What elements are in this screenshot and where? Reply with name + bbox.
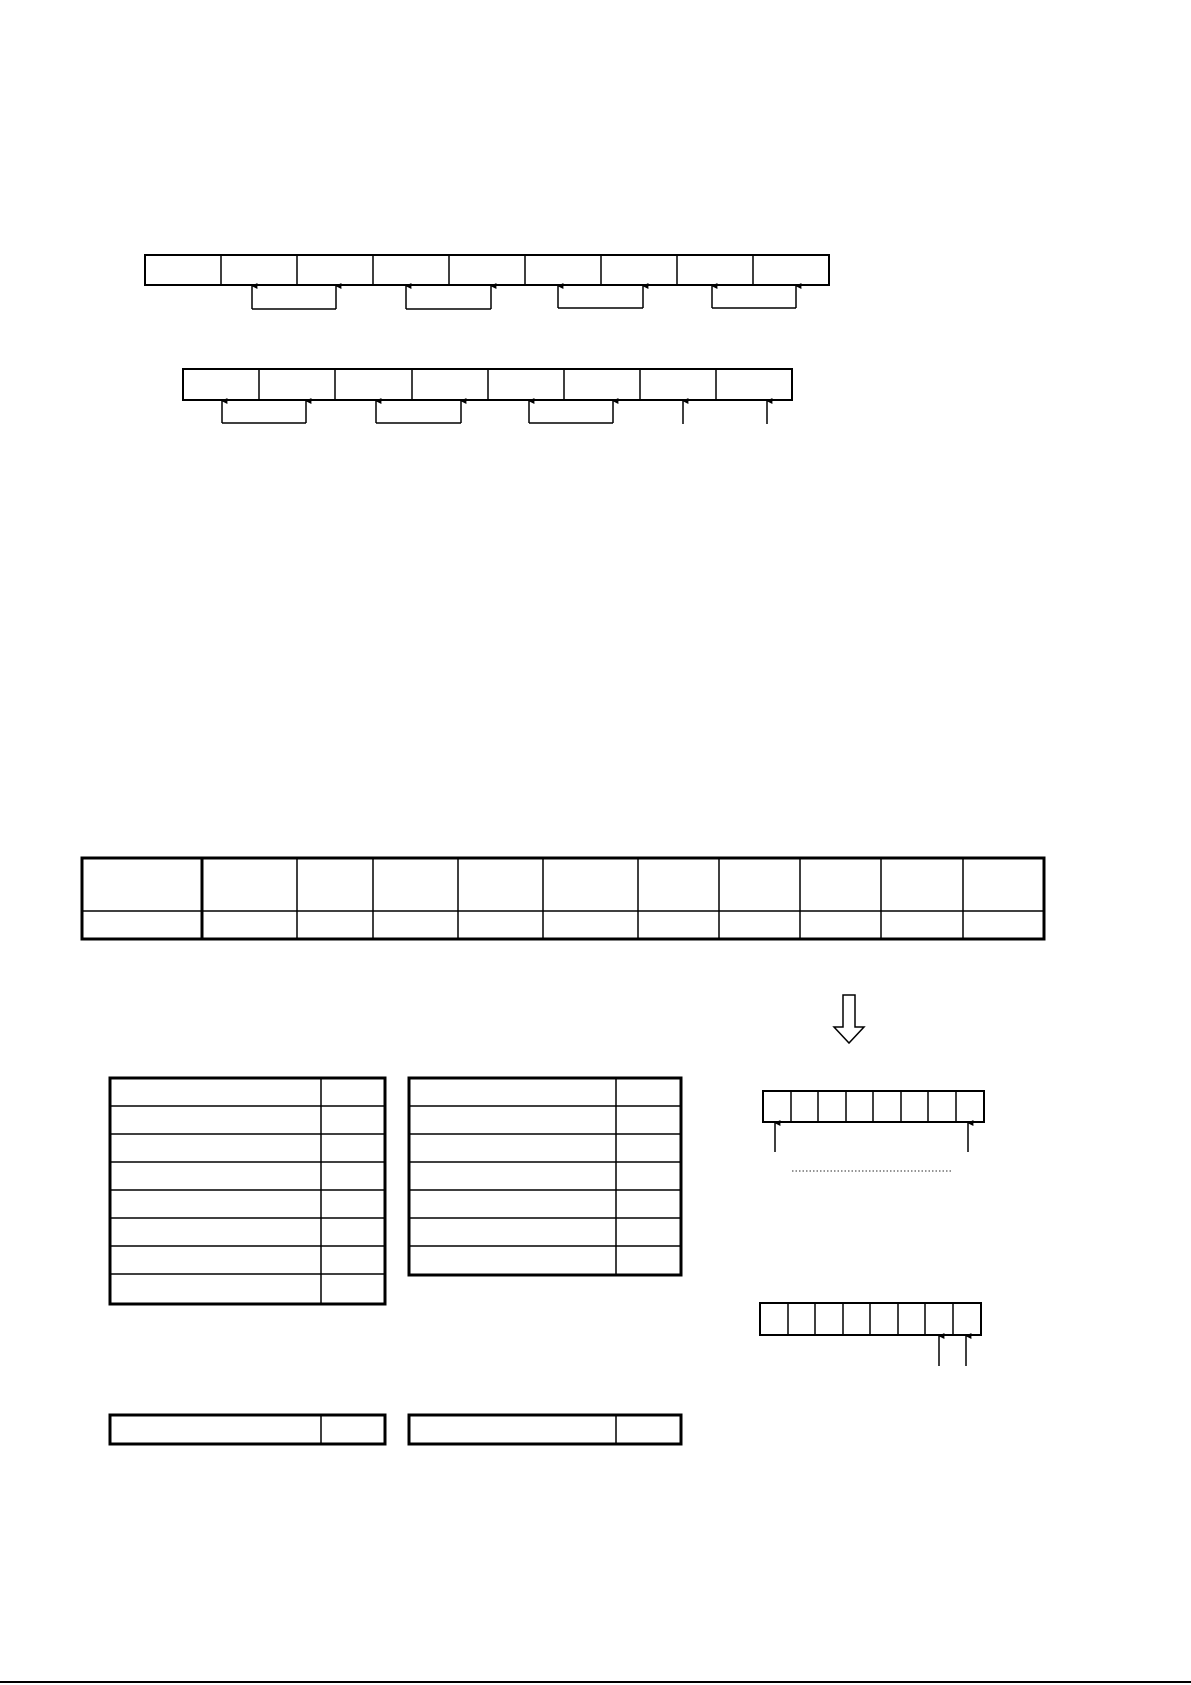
pair-bracket	[712, 286, 796, 308]
pair-bracket	[222, 401, 306, 423]
bit-row-8-cells-bottom	[760, 1303, 981, 1366]
hollow-down-arrow-icon	[834, 995, 864, 1043]
table-row-dividers	[409, 1106, 681, 1246]
pair-bracket	[252, 286, 336, 309]
pair-bracket	[406, 286, 491, 309]
table-row-dividers	[110, 1106, 385, 1274]
byte-row-dividers	[221, 255, 753, 285]
byte-row-frame	[145, 255, 829, 285]
header-table-11-columns	[82, 858, 1044, 939]
page-bottom-rule	[0, 1681, 1191, 1683]
table-column-dividers	[297, 858, 963, 939]
pair-bracket	[558, 286, 643, 308]
register-table-right-7-rows	[409, 1078, 681, 1275]
pair-bracket	[529, 401, 613, 423]
byte-row-8-cells	[183, 369, 792, 424]
table-frame	[110, 1078, 385, 1304]
byte-row-dividers	[259, 369, 716, 400]
table-frame	[110, 1415, 385, 1444]
bit-row-dividers	[791, 1091, 956, 1122]
pair-bracket	[376, 401, 461, 423]
bit-row-dividers	[788, 1303, 953, 1335]
single-row-table-left	[110, 1415, 385, 1444]
byte-row-9-cells	[145, 255, 829, 309]
table-frame	[409, 1415, 681, 1444]
register-table-left-8-rows	[110, 1078, 385, 1304]
bit-row-8-cells-top	[763, 1091, 984, 1171]
table-frame	[82, 858, 1044, 939]
single-row-table-right	[409, 1415, 681, 1444]
